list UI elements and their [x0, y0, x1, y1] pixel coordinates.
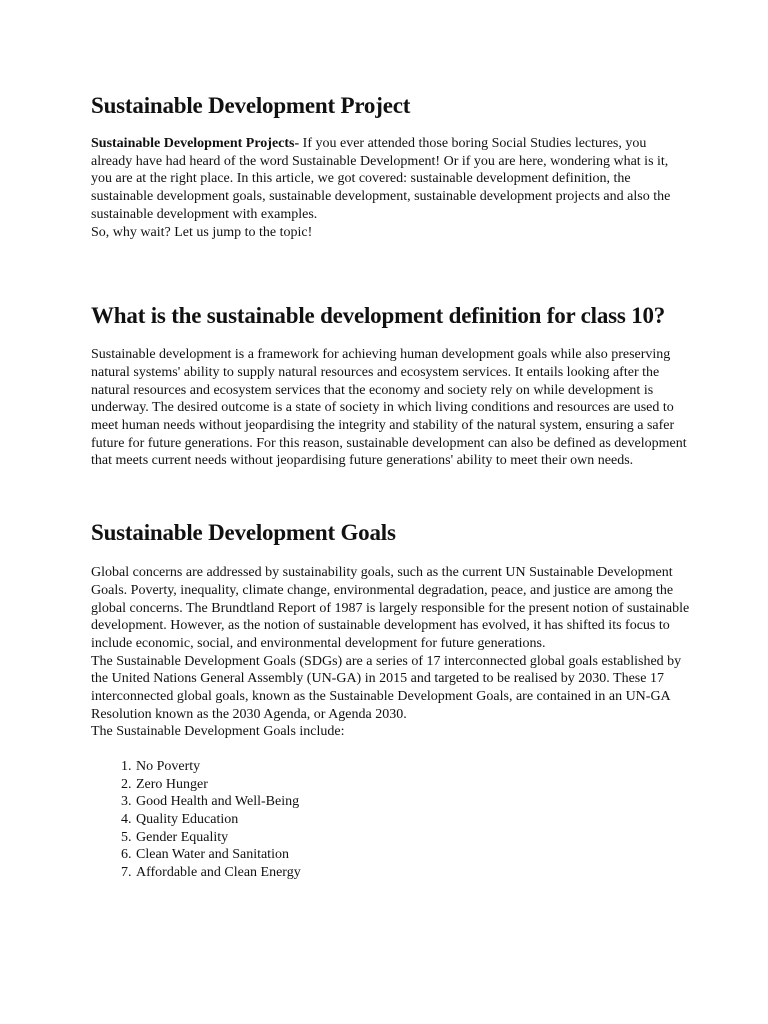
definition-heading: What is the sustainable development definition for class 10?: [91, 303, 666, 329]
list-item: 1. No Poverty: [135, 758, 691, 776]
list-item: 2. Zero Hunger: [135, 776, 691, 794]
list-item: 7. Affordable and Clean Energy: [135, 864, 691, 882]
document-title: Sustainable Development Project: [91, 93, 411, 118]
document-page: [91, 92, 691, 881]
intro-lead: Sustainable Development Projects-: [91, 136, 300, 151]
list-item: 4. Quality Education: [135, 811, 691, 829]
goals-paragraph-2: The Sustainable Development Goals (SDGs) are a series of 17 interconnected global goals established by the United Nations General Assembly (UN-GA) in 2015 and targeted to be realised by 2030. These 17 interconnected global goals, known as the Sustainable Development Goals, are contained in an UN-GA Resolution known as the 2030 Agenda, or Agenda 2030.: [91, 653, 682, 722]
goals-list: [91, 758, 691, 881]
list-item: 3. Good Health and Well-Being: [135, 793, 691, 811]
goals-heading: Sustainable Development Goals: [91, 520, 396, 546]
list-item: 6. Clean Water and Sanitation: [135, 846, 691, 864]
goals-list-intro: The Sustainable Development Goals include:: [91, 724, 345, 740]
intro-jump-line: So, why wait? Let us jump to the topic!: [91, 224, 313, 240]
intro-paragraph: [91, 135, 691, 224]
definition-paragraph: Sustainable development is a framework for achieving human development goals while also preserving natural systems' ability to supply natural resources and ecosystem services. It entails looking after the natural resources and ecosystem services that the economy and society rely on while development is underway. The desired outcome is a state of society in which living conditions and resources are used to meet human needs without jeopardising the integrity and stability of the natural system, ensuring a safer future for future generations. For this reason, sustainable development can also be defined as development that meets current needs without jeopardising future generations' ability to meet their own needs.: [91, 347, 687, 469]
intro-text: If you ever attended those boring Social Studies lectures, you already have had heard of the word Sustainable Development! Or if you are here, wondering what is it, you are at the right place. In this article, we got covered: sustainable development definition, the sustainable development goals, sustainable development, sustainable development projects and also the sustainable development with examples.: [91, 136, 671, 222]
goals-paragraph-1: Global concerns are addressed by sustainability goals, such as the current UN Sustainable Development Goals. Poverty, inequality, climate change, environmental degradation, peace, and justice are among the global concerns. The Brundtland Report of 1987 is largely responsible for the present notion of sustainable development. However, as the notion of sustainable development has evolved, it has shifted its focus to include economic, social, and environmental development for future generations.: [91, 565, 690, 651]
list-item: 5. Gender Equality: [135, 829, 691, 847]
